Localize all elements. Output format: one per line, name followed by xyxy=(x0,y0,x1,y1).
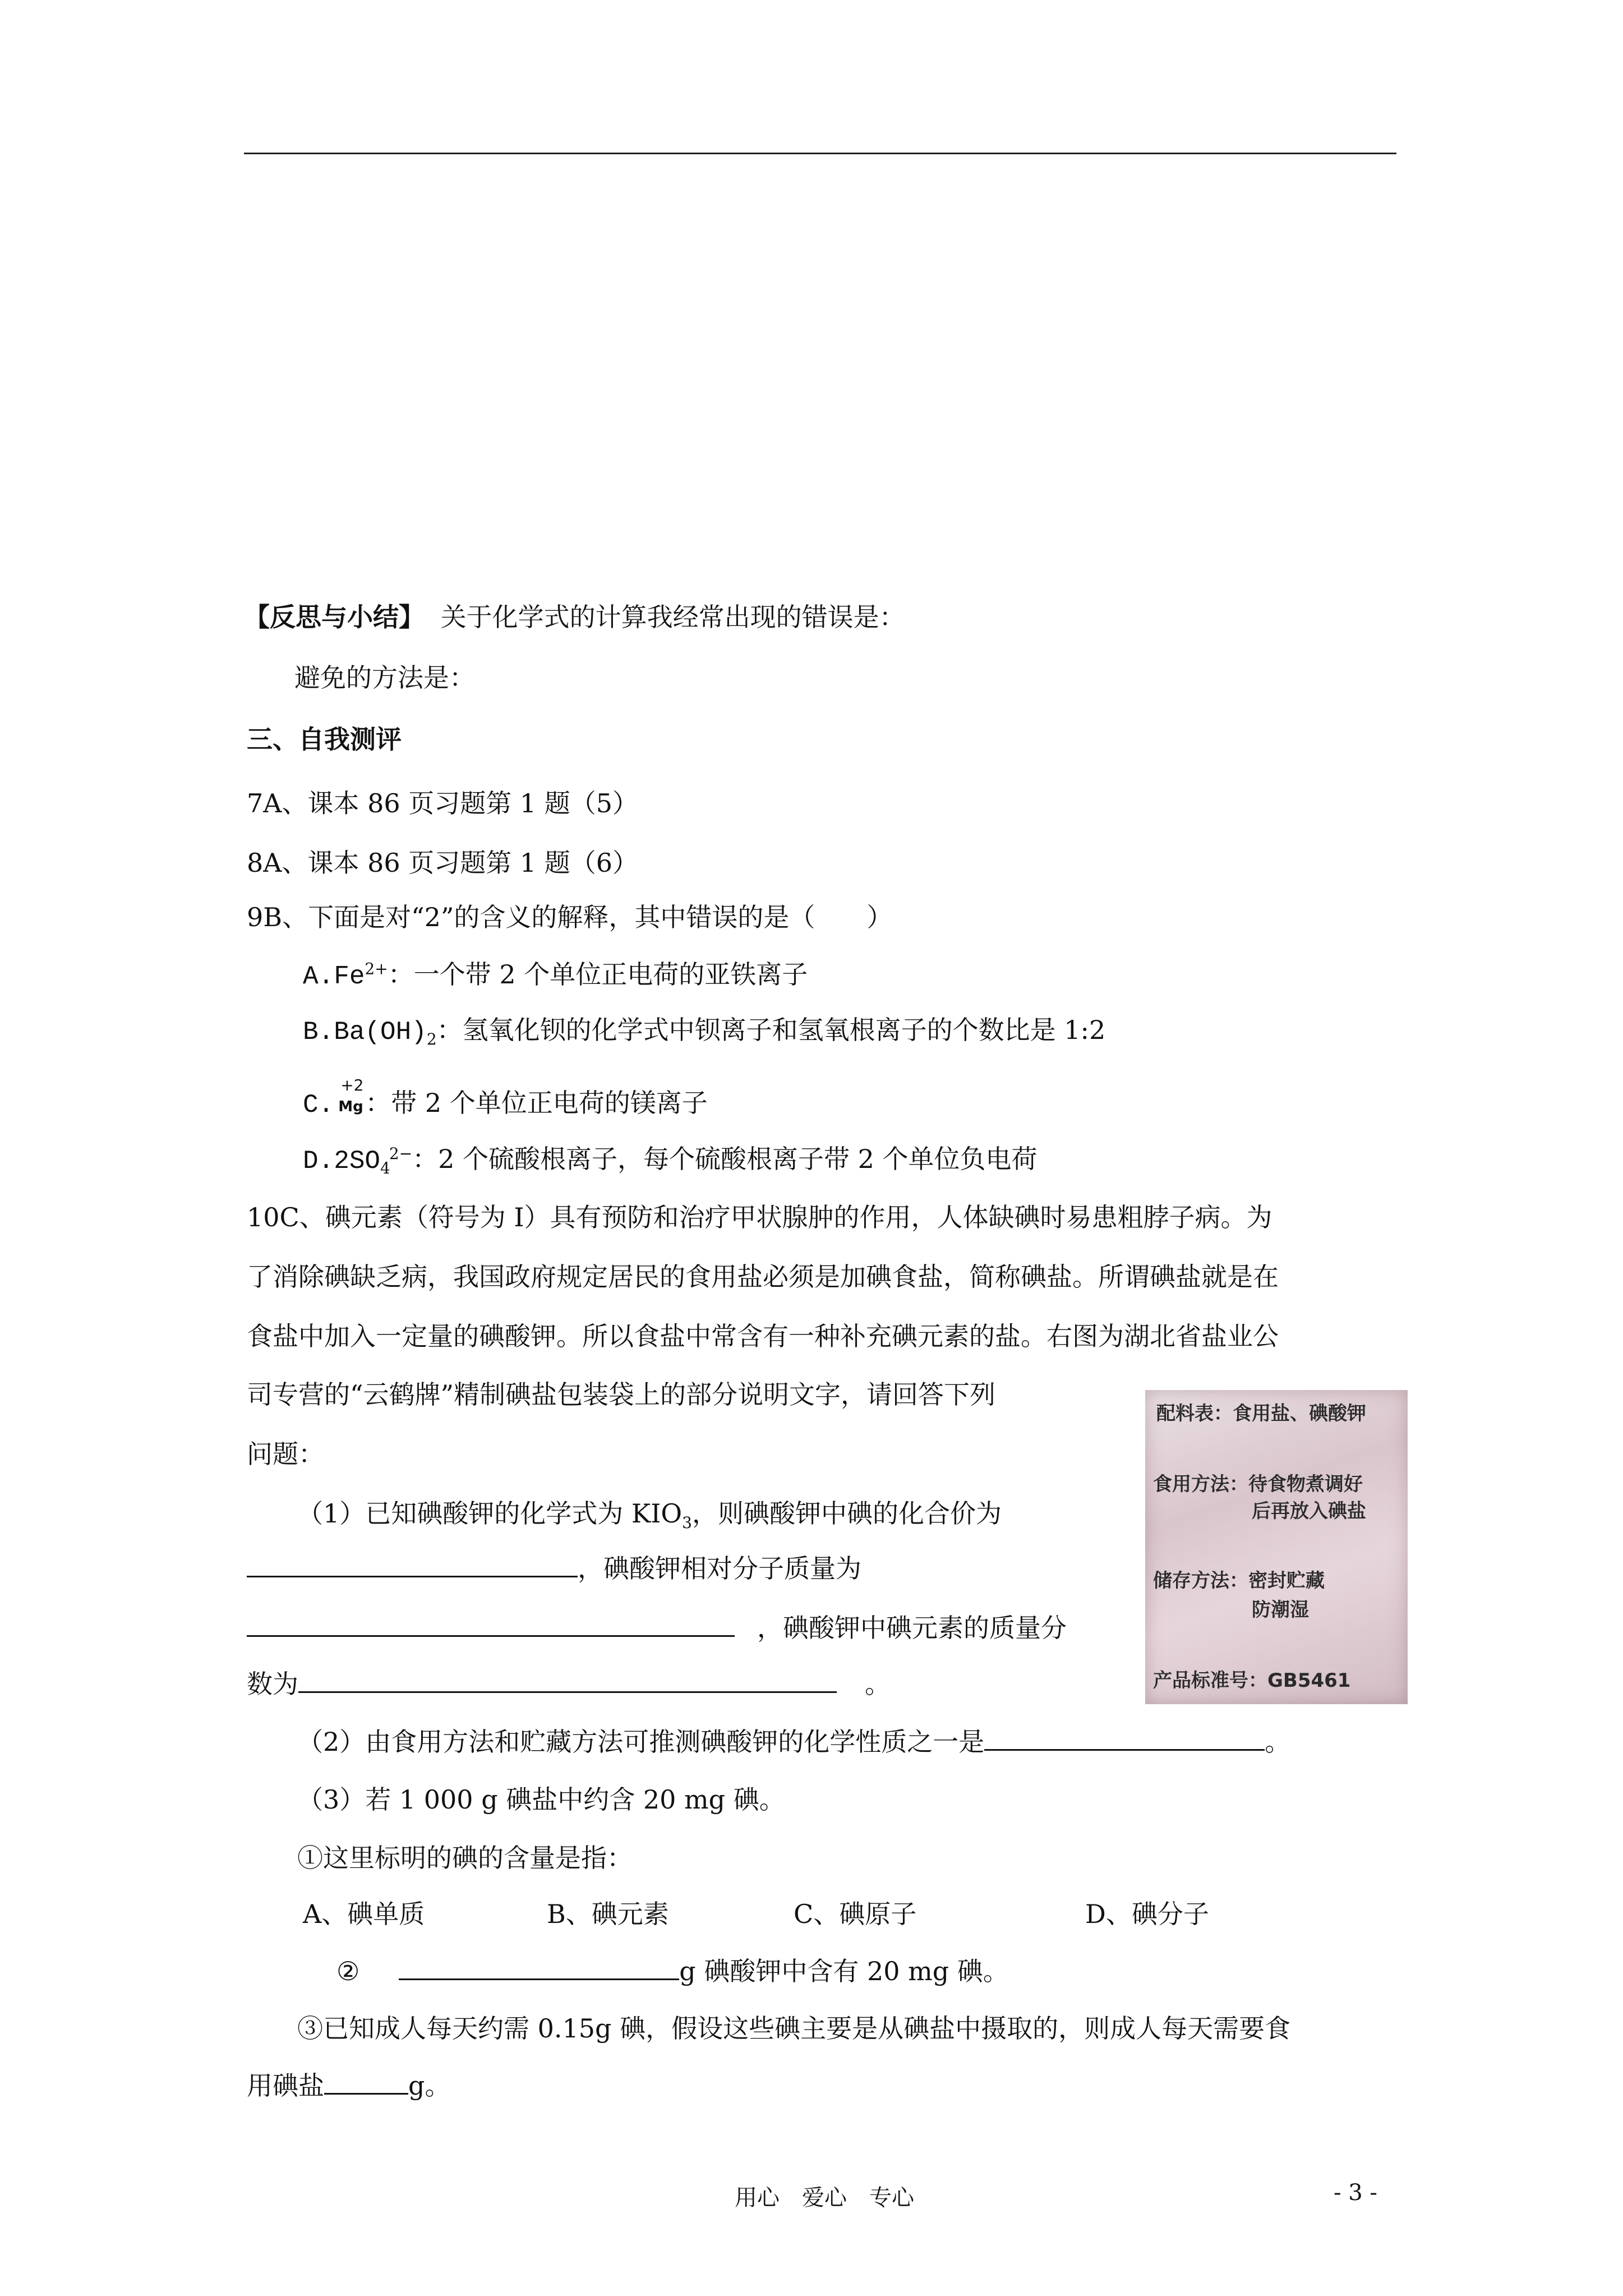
part-1-line-4-prefix: 数为 xyxy=(247,1669,298,1699)
option-c-text: ：带 2 个单位正电荷的镁离子 xyxy=(365,1088,708,1118)
option-c-label: C. xyxy=(303,1091,334,1120)
option-d-formula: D.2SO xyxy=(303,1147,381,1176)
section-title: 三、自我测评 xyxy=(247,724,402,754)
mass-fraction-blank[interactable] xyxy=(298,1668,837,1693)
question-9-option-d xyxy=(303,1142,1038,1178)
salt-package-label-image xyxy=(1145,1390,1408,1704)
page-number: - 3 - xyxy=(1334,2180,1377,2206)
molecular-mass-blank[interactable] xyxy=(247,1612,735,1637)
question-9-stem: 9B、下面是对“2”的含义的解释，其中错误的是（ ） xyxy=(247,902,893,932)
part-3-sub-3-prefix: 用碘盐 xyxy=(247,2070,324,2101)
part-3-sub-3-line-1: ③已知成人每天约需 0.15g 碘，假设这些碘主要是从碘盐中摄取的，则成人每天需要食 xyxy=(297,2013,1291,2044)
label-standard: 产品标准号：GB5461 xyxy=(1153,1669,1351,1692)
label-ingredients: 配料表：食用盐、碘酸钾 xyxy=(1156,1402,1366,1425)
question-10-line-1: 10C、碘元素（符号为 I）具有预防和治疗甲状腺肿的作用，人体缺碘时易患粗脖子病。为 xyxy=(247,1202,1272,1232)
reflection-line xyxy=(244,600,905,634)
option-d-iodine-molecule: D、碘分子 xyxy=(1085,1899,1209,1929)
option-b-formula: B.Ba(OH) xyxy=(303,1018,427,1047)
question-8: 8A、课本 86 页习题第 1 题（6） xyxy=(247,848,639,878)
label-storage-2: 防潮湿 xyxy=(1252,1599,1309,1621)
part-3: （3）若 1 000 g 碘盐中约含 20 mg 碘。 xyxy=(297,1784,785,1815)
magnesium-symbol: Mg xyxy=(338,1098,363,1115)
label-usage-2: 后再放入碘盐 xyxy=(1252,1500,1366,1522)
part-2-end: 。 xyxy=(1265,1727,1291,1757)
option-b-text: ：氢氧化钡的化学式中钡离子和氢氧根离子的个数比是 1:2 xyxy=(436,1015,1106,1045)
question-10-line-4: 司专营的“云鹤牌”精制碘盐包装袋上的部分说明文字，请回答下列 xyxy=(247,1379,996,1410)
daily-salt-blank[interactable] xyxy=(324,2069,408,2095)
question-10-line-3: 食盐中加入一定量的碘酸钾。所以食盐中常含有一种补充碘元素的盐。右图为湖北省盐业公 xyxy=(247,1321,1279,1351)
part-1-line-3-text: ，碘酸钾中碘元素的质量分 xyxy=(757,1613,1067,1643)
question-7: 7A、课本 86 页习题第 1 题（5） xyxy=(247,788,639,818)
part-3-sub-1: ①这里标明的碘的含量是指： xyxy=(297,1843,633,1873)
label-usage-1: 食用方法：待食物煮调好 xyxy=(1153,1473,1363,1496)
option-d-text: ：2 个硫酸根离子，每个硫酸根离子带 2 个单位负电荷 xyxy=(412,1144,1038,1174)
part-1-suffix: ，则碘酸钾中碘的化合价为 xyxy=(691,1498,1002,1529)
part-3-sub-2 xyxy=(336,1954,1009,1988)
question-9-option-b xyxy=(303,1013,1105,1049)
question-9-option-c xyxy=(303,1076,708,1122)
option-c-iodine-atom: C、碘原子 xyxy=(794,1899,917,1929)
question-10-line-2: 了消除碘缺乏病，我国政府规定居民的食用盐必须是加碘食盐，简称碘盐。所谓碘盐就是在 xyxy=(247,1262,1279,1292)
valence-number: +2 xyxy=(340,1076,364,1094)
option-b-iodine-element: B、碘元素 xyxy=(547,1899,669,1929)
question-10-line-5: 问题： xyxy=(247,1439,324,1469)
option-d-charge: 2− xyxy=(389,1144,413,1163)
chemical-property-blank[interactable] xyxy=(984,1726,1265,1751)
option-d-subscript: 4 xyxy=(380,1159,390,1178)
option-a-charge: 2+ xyxy=(365,959,388,978)
part-1-line-4 xyxy=(247,1667,891,1701)
part-2-text: （2）由食用方法和贮藏方法可推测碘酸钾的化学性质之一是 xyxy=(297,1727,985,1757)
part-1-line-1 xyxy=(297,1497,1002,1533)
part-3-sub-2-number: ② xyxy=(336,1956,360,1986)
part-3-sub-3-suffix: g。 xyxy=(408,2070,451,2101)
part-1-subscript: 3 xyxy=(682,1513,692,1533)
part-1-prefix: （1）已知碘酸钾的化学式为 KIO xyxy=(297,1498,683,1529)
footer-motto: 用心 爱心 专心 xyxy=(735,2185,914,2211)
option-a-text: ：一个带 2 个单位正电荷的亚铁离子 xyxy=(388,959,808,990)
option-b-subscript: 2 xyxy=(426,1030,437,1049)
reflection-avoid: 避免的方法是： xyxy=(294,662,475,693)
part-1-line-3 xyxy=(247,1611,1067,1645)
part-1-line-2-text: ，碘酸钾相对分子质量为 xyxy=(578,1553,861,1584)
potassium-iodate-mass-blank[interactable] xyxy=(399,1955,679,1980)
label-storage-1: 储存方法：密封贮藏 xyxy=(1153,1570,1325,1592)
part-1-line-4-suffix: 。 xyxy=(865,1669,891,1699)
reflection-heading: 【反思与小结】 xyxy=(244,602,425,632)
part-3-sub-2-text: g 碘酸钾中含有 20 mg 碘。 xyxy=(679,1956,1009,1986)
magnesium-valence-symbol xyxy=(334,1076,365,1122)
reflection-text: 关于化学式的计算我经常出现的错误是： xyxy=(440,602,905,632)
part-3-sub-3-line-2 xyxy=(247,2069,450,2102)
part-2 xyxy=(297,1725,1290,1759)
option-a-iodine-element-substance: A、碘单质 xyxy=(303,1899,425,1929)
header-rule xyxy=(244,153,1396,154)
part-1-line-2 xyxy=(247,1552,861,1585)
question-9-option-a xyxy=(303,958,808,993)
iodine-valence-blank[interactable] xyxy=(247,1552,578,1577)
option-a-formula: A.Fe xyxy=(303,962,365,991)
